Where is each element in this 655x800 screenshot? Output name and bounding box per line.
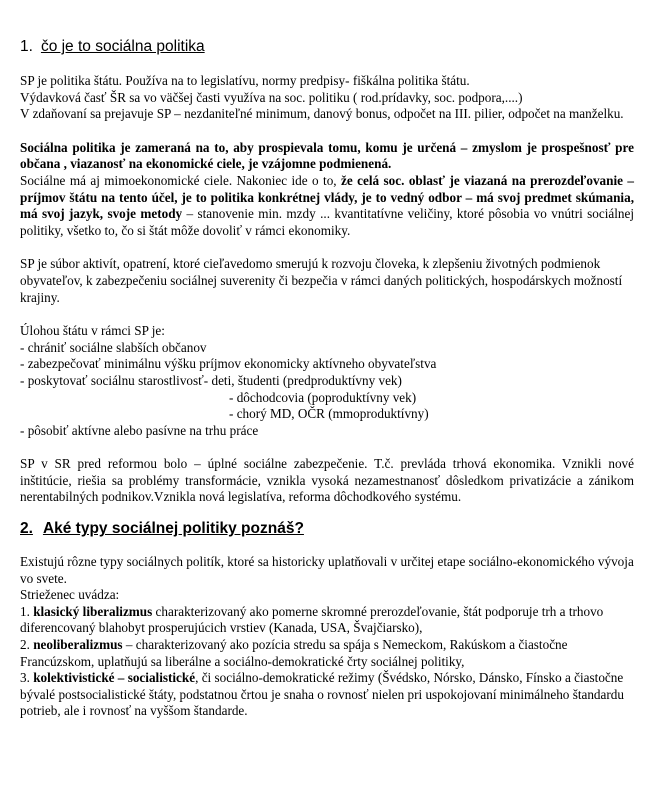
list-item-number: 3. (20, 670, 34, 686)
definition-bold-text: Sociálna politika je zameraná na to, aby prospievala tomu, komu je určená – zmyslom je prospešnosť pre občana , viazanosť na ekonomické ciele, je vzájomne podmienená. (20, 139, 634, 172)
goals-text-bold: že celá soc. oblasť je viazaná na prerozdeľovanie – príjmov štátu na tento účel, je to politika konkrétnej vlády, je to vedný odbor – má svoj predmet skúmania, má svoj jazyk, svoje metody (20, 172, 634, 222)
list-item-text: – charakterizovaný ako pozícia stredu sa spája s Nemeckom, Rakúskom a čiastočne Francúzskom, uplatňujú sa liberálne a sociálno-demokratické črty sociálnej politiky, (20, 637, 568, 669)
task-item: - chrániť sociálne slabších občanov (20, 339, 207, 355)
list-item-text: charakterizovaný ako pomerne skromné prerozdeľovanie, štát podporuje trh a trhovo diferencovaný blahobyt prosperujúcich vrstiev (Kanada, USA, Švajčiarsko), (20, 603, 604, 636)
intro-line: V zdaňovaní sa prejavuje SP – nezdaniteľné minimum, danový bonus, odpočet na III. pilier, odpočet na manželku. (20, 106, 624, 122)
paragraph-sp-definition: SP je súbor aktivít, opatrení, ktoré cieľavedomo smerujú k rozvoju človeka, k zlepšeniu životných podmienok obyvateľov, k zabezpečeniu sociálnej suverenity či bezpečia v rámci daných politických, hospodárskych možností krajiny. (20, 256, 623, 305)
task-subitem: - chorý MD, OČR (mmoproduktívny) (229, 406, 429, 422)
intro-line: SP je politika štátu. Používa na to legislatívu, normy predpisy- fiškálna politika štátu. (20, 73, 470, 88)
paragraph-goals (20, 173, 634, 239)
task-item: - zabezpečovať minimálnu výšku príjmov ekonomicky aktívneho obyvateľstva (20, 356, 437, 372)
intro-line: Výdavková časť ŠR sa vo väčšej časti využíva na soc. politiku ( rod.prídavky, soc. podpora,....) (20, 89, 523, 105)
document-page (20, 38, 634, 720)
list-item-term: neoliberalizmus (33, 637, 123, 653)
list-item-number: 2. (20, 637, 34, 653)
list-item-number: 1. (20, 603, 34, 619)
task-subitem: - dôchodcovia (poproduktívny vek) (229, 389, 417, 405)
section-2-title: Aké typy sociálnej politiky poznáš? (42, 520, 304, 538)
list-item-term: kolektivistické – socialistické (33, 670, 196, 686)
list-item-term: klasický liberalizmus (33, 603, 153, 619)
paragraph-definition (20, 140, 634, 173)
section-2-body (20, 554, 634, 720)
section-2-source: Strieženec uvádza: (20, 587, 120, 603)
paragraph-reform: SP v SR pred reformou bolo – úplné sociálne zabezpečenie. T.č. prevláda trhová ekonomika. Vznikli nové inštitúcie, riešia sa problémy transformácie, vznikla vysoká nezamestnanosť dôsledkom privatizácie a zánikom nerentabilných podnikov.Vznikla nová legislatíva, reforma dôchodkového systému. (20, 456, 634, 505)
list-item (20, 670, 634, 720)
section-1-number: 1. (20, 38, 33, 55)
list-item-text: , či sociálno-demokratické režimy (Švédsko, Nórsko, Dánsko, Fínsko a čiastočne bývalé postsocialistické štáty, podstatnou črtou je snaha o rovnosť nielen pri uspokojovaní minimálneho štandardu potrieb, ale i rovnosť na vyššom štandarde. (20, 670, 624, 719)
list-item (20, 604, 634, 637)
section-2-heading (20, 520, 634, 538)
section-2-number: 2. (20, 520, 33, 538)
goals-text-a: Sociálne má aj mimoekonomické ciele. Nakoniec ide o to, (20, 172, 342, 188)
task-item: - pôsobiť aktívne alebo pasívne na trhu práce (20, 422, 259, 438)
section-1-title: čo je to sociálna politika (40, 38, 205, 55)
list-item (20, 637, 634, 670)
section-1-heading (20, 38, 634, 56)
goals-text-c: – stanovenie min. mzdy ... kvantitatívne veličiny, ktoré pôsobia vo vnútri sociálnej politiky, všetko to, čo si štát môže dovoliť v rámci ekonomiky. (20, 206, 635, 238)
section-2-intro: Existujú rôzne typy sociálnych politík, ktoré sa historicky uplatňovali v určitej etape sociálno-ekonomického vývoja vo svete. (20, 554, 634, 586)
tasks-heading: Úlohou štátu v rámci SP je: (20, 323, 165, 339)
section-1-body (20, 73, 634, 506)
task-item: - poskytovať sociálnu starostlivosť- deti, študenti (predproduktívny vek) (20, 372, 402, 388)
